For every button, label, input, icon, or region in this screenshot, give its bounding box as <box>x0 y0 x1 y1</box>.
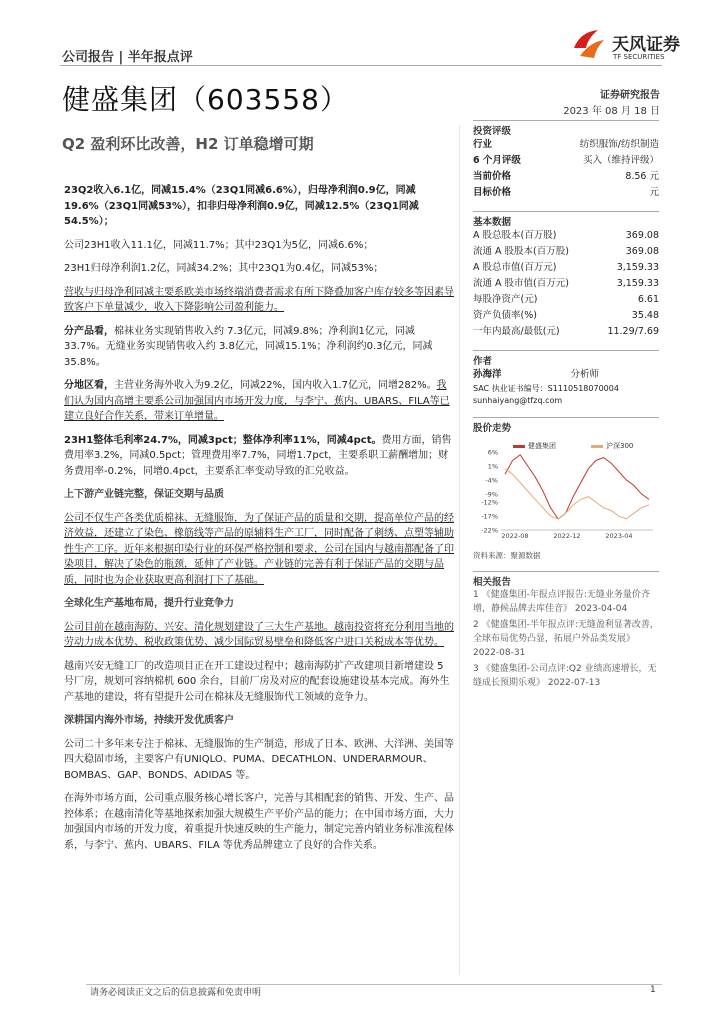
rating-value: 8.56 元 <box>625 171 659 182</box>
basic-data-label: 一年内最高/最低(元) <box>473 326 560 337</box>
report-label: 证券研究报告 <box>600 90 660 101</box>
headline: Q2 盈利环比改善，H2 订单稳增可期 <box>62 135 314 153</box>
y-tick-label: -4% <box>485 476 498 485</box>
rating-row <box>473 153 659 169</box>
y-tick-label: -22% <box>481 526 498 535</box>
rating-value: 买入（维持评级） <box>582 155 659 166</box>
rating-title: 投资评级 <box>473 120 659 137</box>
page-number: 1 <box>650 985 656 995</box>
paragraph-h1-profit: 23H1归母净利润1.2亿，同减34.2%；其中23Q1为0.4亿，同减53%； <box>64 263 384 274</box>
y-tick-label: 6% <box>487 448 498 457</box>
stock-chart <box>473 438 659 548</box>
related-report-item[interactable]: 2 《健盛集团-半年报点评:无缝盈利显著改善，全球布局优势凸显，拓展户外品类发展》 2022-08-31 <box>473 620 659 658</box>
legend-label-index: 沪深300 <box>606 442 634 450</box>
paragraph-margin <box>64 433 456 480</box>
legend-item-company <box>513 441 556 451</box>
rating-value: 纺织服饰/纺织制造 <box>579 139 659 150</box>
rating-row <box>473 185 659 201</box>
column-divider <box>459 125 460 975</box>
x-tick-label: 2022-08 <box>501 532 529 540</box>
rating-label: 当前价格 <box>473 171 512 182</box>
y-tick-label: -17% <box>481 512 498 521</box>
basic-data-label: 每股净资产(元) <box>473 294 538 305</box>
y-tick-label: -9% <box>485 490 498 499</box>
sidebar <box>473 120 659 692</box>
paragraph-reason: 营收与归母净利同减主要系欧美市场终端消费者需求有所下降叠加客户库存较多等因素导致客户下单量减少，收入下降影响公司盈利能力。 <box>64 286 454 313</box>
paragraph-region <box>64 378 456 425</box>
paragraph-customers: 公司二十多年来专注于棉袜、无缝服饰的生产制造，形成了日本、欧洲、大洋洲、美国等四大稳固市场，主要客户有UNIQLO、PUMA、DECATHLON、UNDERARMOUR、BOMBAS、GAP、BONDS、ADIDAS 等。 <box>64 738 454 781</box>
region-lead: 分地区看， <box>64 380 114 391</box>
x-tick-label: 2023-04 <box>605 532 633 540</box>
basic-data-row <box>473 276 659 292</box>
basic-data-row <box>473 244 659 260</box>
basic-data-value: 369.08 <box>625 246 659 257</box>
company-title: 健盛集团（603558） <box>62 83 349 116</box>
legend-item-index <box>591 441 633 451</box>
basic-data-value: 6.61 <box>637 294 659 305</box>
y-tick-label: 1% <box>487 462 498 471</box>
author-name: 孙海洋 <box>473 369 502 380</box>
basic-data-label: A 股总股本(百万股) <box>473 230 557 241</box>
basic-data-value: 369.08 <box>625 230 659 241</box>
chart-title: 股价走势 <box>473 417 659 434</box>
author-email: sunhaiyang@tfzq.com <box>473 396 563 405</box>
basic-data-row <box>473 324 659 340</box>
basic-data-row <box>473 260 659 276</box>
basic-data-row <box>473 292 659 308</box>
series-line-index <box>505 469 649 519</box>
basic-data-value: 35.48 <box>631 310 659 321</box>
author-sac: SAC 执业证书编号：S1110518070004 <box>473 384 619 393</box>
rating-row <box>473 137 659 153</box>
main-body <box>64 183 456 861</box>
basic-data-value: 11.29/7.69 <box>607 326 659 337</box>
rating-row <box>473 169 659 185</box>
basic-data-table <box>473 228 659 340</box>
rating-label: 6 个月评级 <box>473 155 521 166</box>
related-list <box>473 588 659 690</box>
y-tick-label: -12% <box>481 498 498 507</box>
basic-data-title: 基本数据 <box>473 211 659 228</box>
legend-label-company: 健盛集团 <box>528 442 556 450</box>
related-report-item[interactable]: 3 《健盛集团-公司点评:Q2 业绩高速增长，无缝成长预期乐观》 2022-07-13 <box>473 664 657 688</box>
basic-data-label: 流通 A 股市值(百万元) <box>473 278 569 289</box>
basic-data-value: 3,159.33 <box>616 262 659 273</box>
series-line-company <box>505 455 649 519</box>
product-lead: 分产品看， <box>64 325 114 337</box>
paragraph-market-strategy: 在海外市场方面，公司重点服务核心增长客户，完善与其相配套的销售、开发、生产、品控体系；在越南清化等基地探索加强大规模生产平价产品的能力；在中国市场方面，大力加强国内市场的开发力度，着重提升快速反映的生产能力，制定完善内销业务标准流程体系，与李宁、蕉内、UBARS、FILA 等优秀品牌建立了良好的合作关系。 <box>64 793 454 851</box>
section-heading-supply-chain: 上下游产业链完整，保证交期与品质 <box>64 489 224 500</box>
legend-swatch-company <box>513 445 525 448</box>
chart-source: 资料来源：聚源数据 <box>473 551 541 560</box>
legend-swatch-index <box>591 445 603 448</box>
stock-chart-svg <box>473 438 659 548</box>
related-report-item[interactable]: 1 《健盛集团-年报点评报告:无缝业务量价齐增，静候品牌去库佳音》 2023-04-04 <box>473 590 650 614</box>
section-heading-markets: 深耕国内海外市场，持续开发优质客户 <box>64 715 234 726</box>
author-line <box>473 367 659 383</box>
paragraph-global-bases: 公司目前在越南海防、兴安、清化规划建设了三大生产基地。越南投资将充分利用当地的劳动力成本优势、税收政策优势、减少国际贸易壁垒和降低客户进口关税成本等优势。 <box>64 621 454 648</box>
basic-data-label: 资产负债率(%) <box>473 310 537 321</box>
region-view: 我们认为国内高增主要系公司加强国内市场开发力度，与李宁、蕉内、UBARS、FILA等已建立良好合作关系，带来订单增量。 <box>64 380 450 422</box>
paragraph-vietnam-projects: 越南兴安无缝工厂的改造项目正在开工建设过程中；越南海防扩产改建项目新增建设 5 号厂房，规划可容纳棉机 600 余台，目前厂房及对应的配套设施建设基本完成。海外生产基地的建设，将有望提升公司在棉袜及无缝服饰代工领域的竞争力。 <box>64 660 450 703</box>
basic-data-label: 流通 A 股股本(百万股) <box>473 246 569 257</box>
rating-label: 目标价格 <box>473 187 512 198</box>
margin-text: 费用方面，销售费用率3.2%，同减0.5pct；管理费用率7.7%，同增1.7pct，主要系职工薪酬增加；财务费用率-0.2%，同增0.4pct，主要系汇率变动导致的汇兑收益。 <box>64 434 452 477</box>
basic-data-row <box>473 228 659 244</box>
section-heading-global: 全球化生产基地布局，提升行业竞争力 <box>64 598 234 609</box>
rating-label: 行业 <box>473 139 493 150</box>
footer-disclaimer: 请务必阅读正文之后的信息披露和免责申明 <box>90 988 262 998</box>
rating-table <box>473 137 659 201</box>
margin-lead: 23H1整体毛利率24.7%，同减3pct；整体净利率11%，同减4pct。 <box>64 434 382 446</box>
related-title: 相关报告 <box>473 571 659 588</box>
basic-data-value: 3,159.33 <box>616 278 659 289</box>
product-text: 棉袜业务实现销售收入约 7.3亿元，同减9.8%；净利润1亿元，同减33.7%。无缝业务实现销售收入约 3.8亿元，同减15.1%；净利润约0.3亿元，同减35.8%。 <box>64 325 433 368</box>
report-date: 2023 年 08 月 18 日 <box>563 106 660 117</box>
basic-data-row <box>473 308 659 324</box>
logo-sub: TF SECURITIES <box>613 53 665 61</box>
paragraph-product <box>64 324 456 371</box>
author-title: 作者 <box>473 350 659 367</box>
paragraph-supply-chain: 公司不仅生产各类优质棉袜、无缝服饰，为了保证产品的质量和交期，提高单位产品的经济效益，还建立了染色、橡筋线等产品的原辅料生产工厂，同时配备了刺绣、点塑等辅助性生产工序。近年来根据印染行业的环保严格控制和要求，公司在国内与越南都配备了印染项目，解决了染色的瓶颈，延伸了产业链。产业链的完善有利于保证产品的交期与品质，同时也为企业获取更高利润打下了基础。 <box>64 512 454 586</box>
logo-name: 天风证券 <box>612 35 680 55</box>
paragraph-q2-summary: 23Q2收入6.1亿，同减15.4%（23Q1同减6.6%），归母净利润0.9亿，同减19.6%（23Q1同减53%），扣非归母净利润0.9亿，同减12.5%（23Q1同减54.5%）； <box>64 185 419 227</box>
paragraph-h1-revenue: 公司23H1收入11.1亿，同减11.7%；其中23Q1为5亿，同减6.6%； <box>64 239 374 251</box>
logo-mark-icon <box>570 26 608 64</box>
basic-data-label: A 股总市值(百万元) <box>473 262 557 273</box>
region-text: 主营业务海外收入为9.2亿，同减22%，国内收入1.7亿元，同增282%。 <box>114 380 437 391</box>
report-type: 公司报告 | 半年报点评 <box>62 50 193 65</box>
author-role: 分析师 <box>570 369 599 380</box>
header-divider <box>60 65 662 66</box>
x-tick-label: 2022-12 <box>553 532 581 540</box>
rating-value: 元 <box>649 187 659 198</box>
